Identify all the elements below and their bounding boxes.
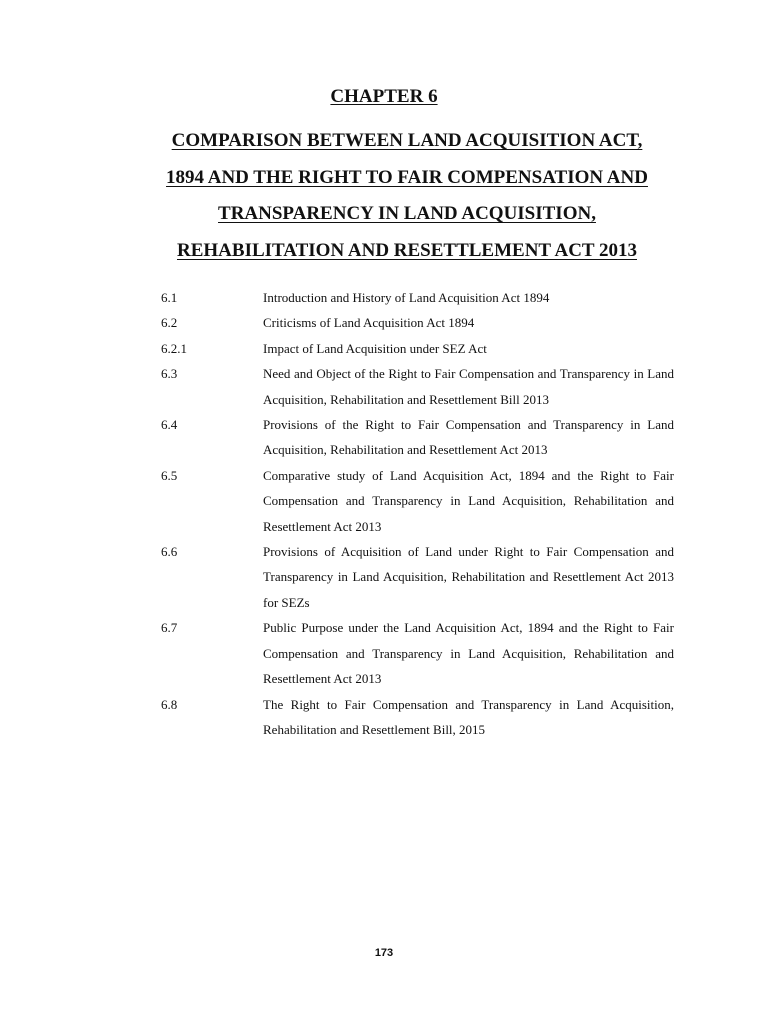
- toc-entry: [0, 692, 768, 743]
- toc-entry: [0, 412, 768, 463]
- toc-entry-text: Criticisms of Land Acquisition Act 1894: [263, 315, 475, 331]
- toc-entry-text: Impact of Land Acquisition under SEZ Act: [263, 340, 487, 356]
- toc-entry-number: 6.2.1: [161, 340, 187, 356]
- toc-entry-text: Need and Object of the Right to Fair Compensation and Transparency in Land Acquisition, Rehabilitation and Resettlement Bill 2013: [263, 366, 674, 407]
- toc-entry-text: Provisions of the Right to Fair Compensation and Transparency in Land Acquisition, Rehabilitation and Resettlement Act 2013: [263, 417, 674, 458]
- chapter-label: CHAPTER 6: [330, 86, 438, 107]
- toc-entry: [0, 285, 768, 310]
- toc-entry: [0, 463, 768, 539]
- toc-entry-number: 6.4: [161, 417, 178, 433]
- toc-entry: [0, 310, 768, 335]
- toc-entry-number: 6.5: [161, 467, 178, 483]
- chapter-title-line: TRANSPARENCY IN LAND ACQUISITION,: [218, 203, 596, 224]
- toc-entry-text: Comparative study of Land Acquisition Act, 1894 and the Right to Fair Compensation and Transparency in Land Acquisition, Rehabilitation and Resettlement Act 2013: [263, 467, 674, 534]
- toc-entry-text: Public Purpose under the Land Acquisition Act, 1894 and the Right to Fair Compensation and Transparency in Land Acquisition, Rehabilitation and Resettlement Act 2013: [263, 620, 674, 687]
- chapter-title: [104, 123, 710, 269]
- toc-entry-text: The Right to Fair Compensation and Transparency in Land Acquisition, Rehabilitation and Resettlement Bill, 2015: [263, 696, 674, 737]
- toc-entry-number: 6.7: [161, 620, 178, 636]
- chapter-title-line: REHABILITATION AND RESETTLEMENT ACT 2013: [177, 239, 637, 261]
- toc-entry-text: Introduction and History of Land Acquisition Act 1894: [263, 290, 550, 305]
- table-of-contents: [0, 285, 768, 742]
- page-number: 173: [374, 947, 394, 959]
- toc-entry: [0, 361, 768, 412]
- chapter-title-line: 1894 AND THE RIGHT TO FAIR COMPENSATION AND: [166, 166, 648, 188]
- toc-entry-number: 6.1: [161, 290, 178, 305]
- toc-entry: [0, 615, 768, 691]
- toc-entry-number: 6.2: [161, 315, 178, 331]
- chapter-title-line: COMPARISON BETWEEN LAND ACQUISITION ACT,: [171, 130, 643, 151]
- toc-entry-number: 6.6: [161, 544, 178, 560]
- toc-entry: [0, 336, 768, 361]
- toc-entry-number: 6.8: [161, 696, 178, 712]
- toc-entry-text: Provisions of Acquisition of Land under Right to Fair Compensation and Transparency in Land Acquisition, Rehabilitation and Resettlement Act 2013 for SEZs: [263, 544, 674, 610]
- toc-entry-number: 6.3: [161, 366, 178, 382]
- toc-entry: [0, 539, 768, 615]
